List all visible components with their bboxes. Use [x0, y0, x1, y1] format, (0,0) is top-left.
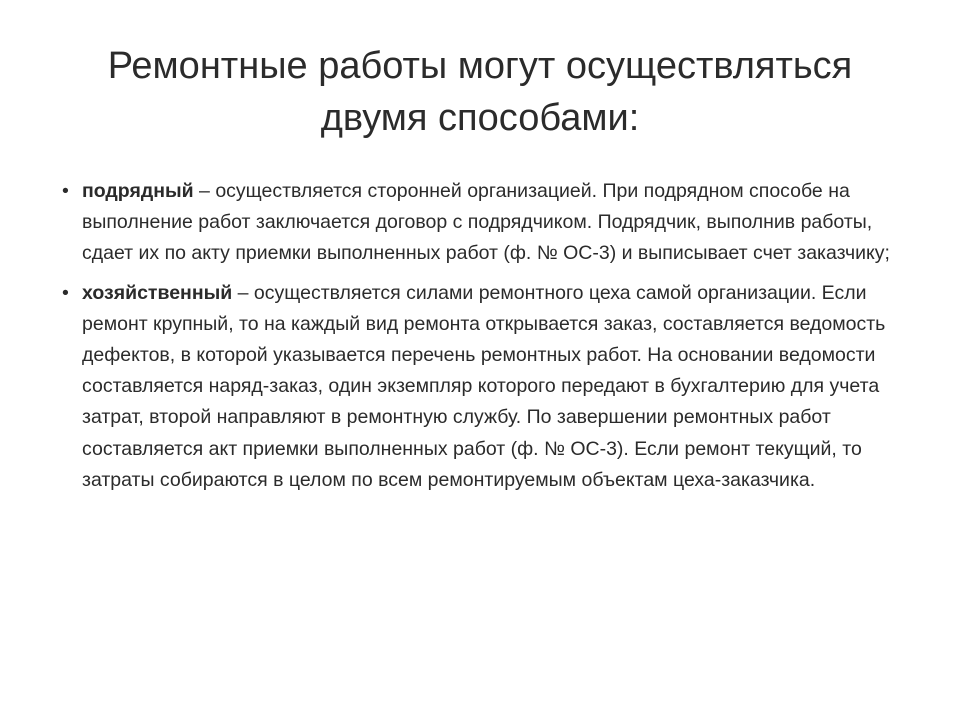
bullet-text: – осуществляется сторонней организацией. При подрядном способе на выполнение работ заключается договор с подрядчиком. Подрядчик, выполнив работы, сдает их по акту приемки выполненных работ (ф. № ОС-3) и выписывает счет заказчику; [82, 180, 890, 265]
bullet-text: – осуществляется силами ремонтного цеха самой организации. Если ремонт крупный, то на каждый вид ремонта открывается заказ, составляется ведомость дефектов, в которой указывается перечень ремонтных работ. На основании ведомости составляется наряд-заказ, один экземпляр которого передают в бухгалтерию для учета затрат, второй направляют в ремонтную службу. По завершении ремонтных работ составляется акт приемки выполненных работ (ф. № ОС-3). Если ремонт текущий, то затраты собираются в целом по всем ремонтируемым объектам цеха-заказчика. [82, 281, 886, 491]
slide-title: Ремонтные работы могут осуществляться двумя способами: [107, 45, 853, 139]
bullet-term: хозяйственный [82, 281, 233, 304]
bullet-icon: • [62, 281, 69, 304]
bullet-item-contract [62, 176, 908, 270]
bullet-icon: • [62, 180, 69, 202]
bullet-item-in-house [62, 278, 908, 496]
bullet-term: подрядный [82, 180, 194, 202]
bullet-list [62, 176, 908, 504]
